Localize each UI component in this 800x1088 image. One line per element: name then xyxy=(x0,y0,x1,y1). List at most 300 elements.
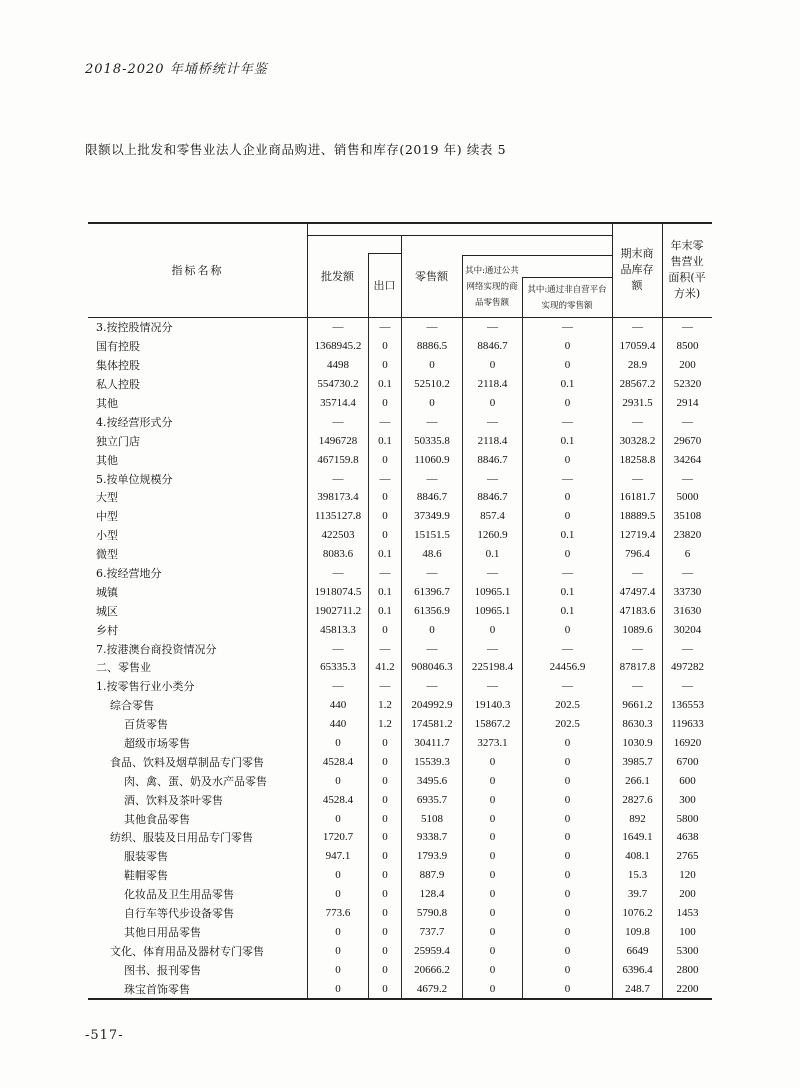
cell-value: 34264 xyxy=(662,450,712,469)
cell-value: 6649 xyxy=(612,941,662,960)
cell-value: 16181.7 xyxy=(612,488,662,507)
cell-value: 3495.6 xyxy=(401,771,462,790)
cell-value: 0.1 xyxy=(522,601,612,620)
cell-value: 8630.3 xyxy=(612,715,662,734)
book-header: 2018-2020 年埇桥统计年鉴 xyxy=(85,62,268,77)
cell-value: — xyxy=(522,469,612,488)
cell-value: 5790.8 xyxy=(401,904,462,923)
cell-value: 202.5 xyxy=(522,715,612,734)
cell-value: — xyxy=(462,412,522,431)
cell-value: 4528.4 xyxy=(307,790,368,809)
table-row xyxy=(88,526,712,545)
cell-value: 0 xyxy=(462,960,522,979)
cell-value: 0 xyxy=(462,809,522,828)
cell-value: — xyxy=(522,677,612,696)
cell-value: 0 xyxy=(307,809,368,828)
cell-value: 120 xyxy=(662,866,712,885)
table-row xyxy=(88,545,712,564)
table-title: 限额以上批发和零售业法人企业商品购进、销售和库存(2019 年) 续表 5 xyxy=(85,142,507,157)
statistical-table xyxy=(88,222,712,1000)
cell-value: — xyxy=(522,564,612,583)
cell-value: 422503 xyxy=(307,526,368,545)
cell-value: 1902711.2 xyxy=(307,601,368,620)
cell-value: 2827.6 xyxy=(612,790,662,809)
row-label: 3.按控股情况分 xyxy=(96,321,173,335)
cell-value: 23820 xyxy=(662,526,712,545)
row-label: 城镇 xyxy=(96,585,118,599)
col-header-area xyxy=(662,222,712,318)
cell-value: — xyxy=(612,564,662,583)
table-row xyxy=(88,375,712,394)
cell-value: 440 xyxy=(307,696,368,715)
table-row xyxy=(88,564,712,583)
cell-value: 0 xyxy=(522,394,612,413)
table-row xyxy=(88,658,712,677)
cell-value: 100 xyxy=(662,923,712,942)
cell-value: 29670 xyxy=(662,431,712,450)
cell-value: — xyxy=(401,564,462,583)
cell-value: 908046.3 xyxy=(401,658,462,677)
cell-value: 8846.7 xyxy=(462,450,522,469)
cell-value: 0.1 xyxy=(522,582,612,601)
table-header xyxy=(88,222,712,318)
cell-value: 25959.4 xyxy=(401,941,462,960)
cell-value: 497282 xyxy=(662,658,712,677)
cell-value: 0 xyxy=(368,752,401,771)
cell-value: 6700 xyxy=(662,752,712,771)
cell-value: — xyxy=(522,318,612,337)
cell-value: 18889.5 xyxy=(612,507,662,526)
cell-value: 28.9 xyxy=(612,356,662,375)
cell-value: 0 xyxy=(368,809,401,828)
cell-value: 1368945.2 xyxy=(307,337,368,356)
cell-value: 887.9 xyxy=(401,866,462,885)
cell-value: 0 xyxy=(462,941,522,960)
table-row xyxy=(88,790,712,809)
cell-value: — xyxy=(401,412,462,431)
cell-value: 30328.2 xyxy=(612,431,662,450)
cell-value: 2118.4 xyxy=(462,375,522,394)
row-label: 鞋帽零售 xyxy=(124,869,168,883)
cell-value: — xyxy=(462,677,522,696)
cell-value: 2765 xyxy=(662,847,712,866)
table-row xyxy=(88,394,712,413)
cell-value: — xyxy=(662,412,712,431)
table-row xyxy=(88,715,712,734)
cell-value: 204992.9 xyxy=(401,696,462,715)
cell-value: 0 xyxy=(462,828,522,847)
cell-value: 3273.1 xyxy=(462,734,522,753)
cell-value: 0 xyxy=(522,507,612,526)
cell-value: 2931.5 xyxy=(612,394,662,413)
cell-value: — xyxy=(612,318,662,337)
cell-value: 0 xyxy=(368,450,401,469)
cell-value: 0.1 xyxy=(368,545,401,564)
cell-value: 15151.5 xyxy=(401,526,462,545)
cell-value: 5000 xyxy=(662,488,712,507)
cell-value: 48.6 xyxy=(401,545,462,564)
cell-value: 4528.4 xyxy=(307,752,368,771)
cell-value: 0 xyxy=(522,545,612,564)
cell-value: 24456.9 xyxy=(522,658,612,677)
cell-value: 600 xyxy=(662,771,712,790)
table-row xyxy=(88,904,712,923)
col-header-indicator: 指标名称 xyxy=(171,263,224,277)
row-label: 小型 xyxy=(96,529,118,543)
row-label: 文化、体育用品及器材专门零售 xyxy=(110,944,264,958)
cell-value: — xyxy=(401,639,462,658)
cell-value: 1135127.8 xyxy=(307,507,368,526)
cell-value: — xyxy=(307,318,368,337)
cell-value: 9661.2 xyxy=(612,696,662,715)
cell-value: 0 xyxy=(462,752,522,771)
cell-value: 0 xyxy=(401,356,462,375)
cell-value: — xyxy=(368,412,401,431)
cell-value: 0 xyxy=(522,488,612,507)
row-label: 集体控股 xyxy=(96,359,140,373)
cell-value: 61396.7 xyxy=(401,582,462,601)
cell-value: 0 xyxy=(368,923,401,942)
cell-value: 2914 xyxy=(662,394,712,413)
row-label: 其他日用品零售 xyxy=(124,925,201,939)
cell-value: 0 xyxy=(368,488,401,507)
cell-value: 0.1 xyxy=(462,545,522,564)
cell-value: — xyxy=(368,469,401,488)
page-number: -517- xyxy=(85,1028,124,1043)
table-row xyxy=(88,923,712,942)
cell-value: — xyxy=(612,677,662,696)
row-label: 7.按港澳台商投资情况分 xyxy=(96,642,217,656)
cell-value: 10965.1 xyxy=(462,582,522,601)
table-row xyxy=(88,979,712,998)
cell-value: 0 xyxy=(462,771,522,790)
table-row xyxy=(88,582,712,601)
cell-value: 6935.7 xyxy=(401,790,462,809)
table-row xyxy=(88,488,712,507)
cell-value: 37349.9 xyxy=(401,507,462,526)
cell-value: 0 xyxy=(522,923,612,942)
cell-value: 0 xyxy=(368,356,401,375)
cell-value: 0 xyxy=(522,904,612,923)
row-label: 城区 xyxy=(96,604,118,618)
cell-value: 5300 xyxy=(662,941,712,960)
row-label: 独立门店 xyxy=(96,434,140,448)
cell-value: 1918074.5 xyxy=(307,582,368,601)
cell-value: 0.1 xyxy=(368,582,401,601)
cell-value: 1030.9 xyxy=(612,734,662,753)
table-row xyxy=(88,809,712,828)
cell-value: 1.2 xyxy=(368,696,401,715)
cell-value: 0.1 xyxy=(522,526,612,545)
cell-value: — xyxy=(307,469,368,488)
table-body xyxy=(88,318,712,1000)
cell-value: 0 xyxy=(522,809,612,828)
cell-value: 50335.8 xyxy=(401,431,462,450)
cell-value: 0 xyxy=(522,734,612,753)
cell-value: 225198.4 xyxy=(462,658,522,677)
cell-value: 8886.5 xyxy=(401,337,462,356)
cell-value: 19140.3 xyxy=(462,696,522,715)
cell-value: — xyxy=(662,564,712,583)
row-label: 其他 xyxy=(96,453,118,467)
cell-value: 35108 xyxy=(662,507,712,526)
row-label: 其他 xyxy=(96,397,118,410)
cell-value: 0 xyxy=(368,885,401,904)
row-label: 图书、报刊零售 xyxy=(124,963,201,977)
cell-value: 136553 xyxy=(662,696,712,715)
cell-value: 174581.2 xyxy=(401,715,462,734)
row-label: 珠宝首饰零售 xyxy=(124,982,190,996)
col-header-inventory-text: 期末商品库存额 xyxy=(620,247,654,292)
cell-value: — xyxy=(307,639,368,658)
cell-value: 0 xyxy=(522,960,612,979)
cell-value: 18258.8 xyxy=(612,450,662,469)
cell-value: 30411.7 xyxy=(401,734,462,753)
cell-value: 5108 xyxy=(401,809,462,828)
cell-value: 87817.8 xyxy=(612,658,662,677)
cell-value: 0 xyxy=(307,771,368,790)
table-row xyxy=(88,941,712,960)
col-header-online-retail xyxy=(462,255,522,318)
cell-value: 0 xyxy=(462,979,522,998)
cell-value: — xyxy=(368,677,401,696)
col-header-online-retail-text: 其中:通过公共网络实现的商品零售额 xyxy=(465,265,519,308)
col-header-non-self-platform xyxy=(522,277,612,318)
cell-value: — xyxy=(307,412,368,431)
cell-value: 1089.6 xyxy=(612,620,662,639)
cell-value: 1453 xyxy=(662,904,712,923)
cell-value: 20666.2 xyxy=(401,960,462,979)
cell-value: 0 xyxy=(368,828,401,847)
cell-value: 0.1 xyxy=(522,375,612,394)
cell-value: — xyxy=(462,639,522,658)
cell-value: — xyxy=(401,469,462,488)
row-label: 微型 xyxy=(96,548,118,562)
cell-value: 1.2 xyxy=(368,715,401,734)
row-label: 化妆品及卫生用品零售 xyxy=(124,888,234,902)
cell-value: 947.1 xyxy=(307,847,368,866)
table-row xyxy=(88,450,712,469)
row-label: 其他食品零售 xyxy=(124,812,190,826)
cell-value: 0 xyxy=(368,790,401,809)
cell-value: 0 xyxy=(462,866,522,885)
cell-value: 17059.4 xyxy=(612,337,662,356)
cell-value: 200 xyxy=(662,356,712,375)
cell-value: 0.1 xyxy=(368,601,401,620)
cell-value: — xyxy=(662,318,712,337)
cell-value: 0 xyxy=(368,866,401,885)
col-header-inventory xyxy=(612,222,662,318)
row-label: 百货零售 xyxy=(124,718,168,732)
cell-value: 0 xyxy=(368,526,401,545)
row-label: 1.按零售行业小类分 xyxy=(96,680,195,694)
cell-value: 6396.4 xyxy=(612,960,662,979)
col-header-wholesale: 批发额 xyxy=(321,270,354,283)
cell-value: 0 xyxy=(522,790,612,809)
table-row xyxy=(88,469,712,488)
cell-value: 9338.7 xyxy=(401,828,462,847)
cell-value: 0 xyxy=(522,771,612,790)
cell-value: 0 xyxy=(307,960,368,979)
cell-value: — xyxy=(462,469,522,488)
cell-value: 0 xyxy=(307,734,368,753)
cell-value: 109.8 xyxy=(612,923,662,942)
cell-value: 0 xyxy=(462,847,522,866)
cell-value: 8846.7 xyxy=(401,488,462,507)
table-row xyxy=(88,960,712,979)
cell-value: 1720.7 xyxy=(307,828,368,847)
row-label: 4.按经营形式分 xyxy=(96,415,173,429)
cell-value: 0 xyxy=(462,356,522,375)
table-row xyxy=(88,828,712,847)
cell-value: 39.7 xyxy=(612,885,662,904)
cell-value: 0 xyxy=(368,904,401,923)
table-row xyxy=(88,696,712,715)
cell-value: 10965.1 xyxy=(462,601,522,620)
cell-value: — xyxy=(462,318,522,337)
cell-value: 8083.6 xyxy=(307,545,368,564)
cell-value: 31630 xyxy=(662,601,712,620)
cell-value: 1076.2 xyxy=(612,904,662,923)
cell-value: 857.4 xyxy=(462,507,522,526)
cell-value: 0 xyxy=(307,885,368,904)
table-row xyxy=(88,356,712,375)
row-label: 服装零售 xyxy=(124,850,168,864)
table-row xyxy=(88,847,712,866)
cell-value: 0 xyxy=(368,771,401,790)
cell-value: 398173.4 xyxy=(307,488,368,507)
cell-value: 0 xyxy=(368,979,401,998)
cell-value: 440 xyxy=(307,715,368,734)
cell-value: 0 xyxy=(522,866,612,885)
cell-value: 0 xyxy=(522,885,612,904)
cell-value: 467159.8 xyxy=(307,450,368,469)
cell-value: 4679.2 xyxy=(401,979,462,998)
col-header-area-text: 年末零售营业面积(平方米) xyxy=(668,239,706,300)
table-row xyxy=(88,431,712,450)
cell-value: 796.4 xyxy=(612,545,662,564)
row-label: 纺织、服装及日用品专门零售 xyxy=(110,831,253,845)
cell-value: 0.1 xyxy=(368,375,401,394)
cell-value: 773.6 xyxy=(307,904,368,923)
cell-value: 0 xyxy=(522,847,612,866)
table-row xyxy=(88,752,712,771)
cell-value: 0 xyxy=(462,620,522,639)
cell-value: 0 xyxy=(522,620,612,639)
cell-value: — xyxy=(612,469,662,488)
cell-value: 1649.1 xyxy=(612,828,662,847)
cell-value: — xyxy=(368,639,401,658)
table-row xyxy=(88,318,712,337)
cell-value: 408.1 xyxy=(612,847,662,866)
table-row xyxy=(88,734,712,753)
cell-value: 0 xyxy=(462,923,522,942)
row-label: 肉、禽、蛋、奶及水产品零售 xyxy=(124,774,267,788)
cell-value: 0 xyxy=(368,847,401,866)
row-label: 中型 xyxy=(96,510,118,524)
cell-value: 0 xyxy=(307,923,368,942)
cell-value: 0 xyxy=(368,960,401,979)
cell-value: 0 xyxy=(462,394,522,413)
cell-value: 2800 xyxy=(662,960,712,979)
cell-value: — xyxy=(522,639,612,658)
cell-value: 8846.7 xyxy=(462,337,522,356)
cell-value: 41.2 xyxy=(368,658,401,677)
cell-value: 202.5 xyxy=(522,696,612,715)
row-label: 乡村 xyxy=(96,623,118,637)
cell-value: 4638 xyxy=(662,828,712,847)
cell-value: 52510.2 xyxy=(401,375,462,394)
cell-value: — xyxy=(368,318,401,337)
cell-value: 200 xyxy=(662,885,712,904)
cell-value: 11060.9 xyxy=(401,450,462,469)
cell-value: 15867.2 xyxy=(462,715,522,734)
cell-value: 0 xyxy=(368,507,401,526)
table-row xyxy=(88,412,712,431)
table-row xyxy=(88,601,712,620)
row-label: 综合零售 xyxy=(110,699,154,713)
row-label: 食品、饮料及烟草制品专门零售 xyxy=(110,755,264,769)
cell-value: — xyxy=(307,564,368,583)
cell-value: 0 xyxy=(401,394,462,413)
cell-value: 266.1 xyxy=(612,771,662,790)
cell-value: 128.4 xyxy=(401,885,462,904)
cell-value: — xyxy=(401,677,462,696)
table-row xyxy=(88,771,712,790)
cell-value: — xyxy=(662,639,712,658)
cell-value: 30204 xyxy=(662,620,712,639)
cell-value: 0 xyxy=(368,337,401,356)
cell-value: 2118.4 xyxy=(462,431,522,450)
cell-value: — xyxy=(368,564,401,583)
cell-value: 0 xyxy=(307,941,368,960)
cell-value: 0 xyxy=(368,620,401,639)
cell-value: — xyxy=(307,677,368,696)
cell-value: 0 xyxy=(307,866,368,885)
cell-value: 0.1 xyxy=(368,431,401,450)
cell-value: 61356.9 xyxy=(401,601,462,620)
cell-value: 0 xyxy=(368,394,401,413)
table-row xyxy=(88,866,712,885)
cell-value: 2200 xyxy=(662,979,712,998)
cell-value: 6 xyxy=(662,545,712,564)
cell-value: 0 xyxy=(522,752,612,771)
cell-value: 8846.7 xyxy=(462,488,522,507)
cell-value: 45813.3 xyxy=(307,620,368,639)
cell-value: 0 xyxy=(522,356,612,375)
cell-value: 554730.2 xyxy=(307,375,368,394)
cell-value: — xyxy=(462,564,522,583)
cell-value: 35714.4 xyxy=(307,394,368,413)
cell-value: — xyxy=(401,318,462,337)
row-label: 自行车等代步设备零售 xyxy=(124,907,234,921)
cell-value: 65335.3 xyxy=(307,658,368,677)
cell-value: 0 xyxy=(522,337,612,356)
cell-value: 892 xyxy=(612,809,662,828)
cell-value: 5800 xyxy=(662,809,712,828)
row-label: 二、零售业 xyxy=(96,661,151,675)
cell-value: 119633 xyxy=(662,715,712,734)
cell-value: 1793.9 xyxy=(401,847,462,866)
table-row xyxy=(88,639,712,658)
cell-value: 248.7 xyxy=(612,979,662,998)
cell-value: 12719.4 xyxy=(612,526,662,545)
cell-value: 0 xyxy=(462,885,522,904)
cell-value: 47497.4 xyxy=(612,582,662,601)
cell-value: 0 xyxy=(522,450,612,469)
cell-value: 0 xyxy=(368,941,401,960)
cell-value: 33730 xyxy=(662,582,712,601)
